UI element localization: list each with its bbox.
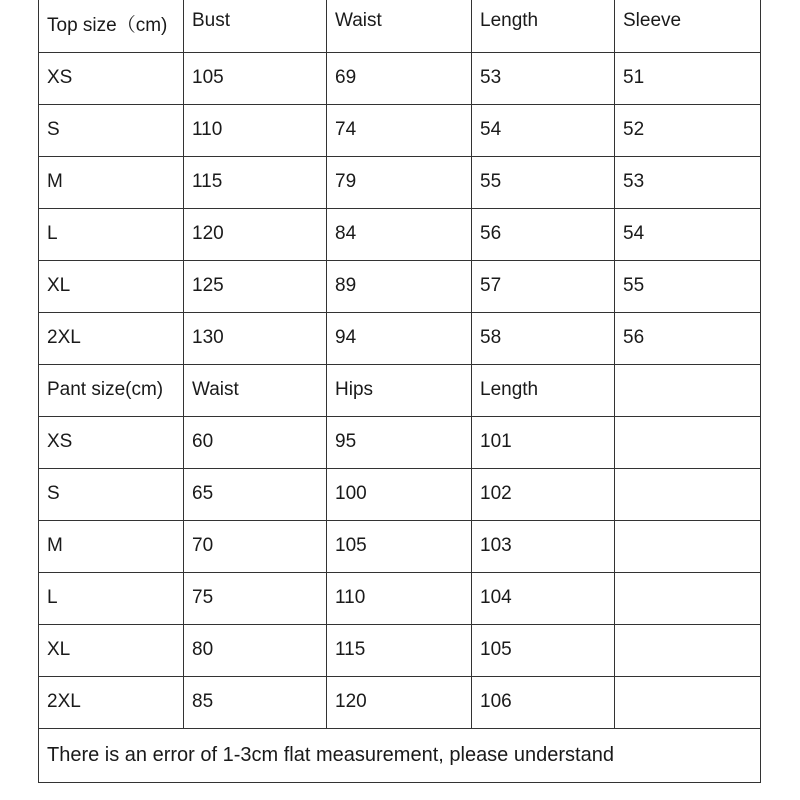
table-cell: 65 xyxy=(184,468,327,520)
table-cell: 100 xyxy=(327,468,472,520)
table-cell: 120 xyxy=(327,676,472,728)
table-row xyxy=(39,572,761,624)
top-size-header-cell: Sleeve xyxy=(615,0,761,52)
pant-size-header-cell: Hips xyxy=(327,364,472,416)
table-row xyxy=(39,416,761,468)
table-cell: 54 xyxy=(472,104,615,156)
table-cell: 110 xyxy=(327,572,472,624)
table-cell: 53 xyxy=(615,156,761,208)
table-cell xyxy=(615,468,761,520)
table-cell: 95 xyxy=(327,416,472,468)
table-cell: 60 xyxy=(184,416,327,468)
table-cell: 85 xyxy=(184,676,327,728)
table-cell: 106 xyxy=(472,676,615,728)
table-cell: 57 xyxy=(472,260,615,312)
table-cell: 125 xyxy=(184,260,327,312)
table-row xyxy=(39,468,761,520)
table-cell: 120 xyxy=(184,208,327,260)
table-cell xyxy=(615,416,761,468)
table-cell xyxy=(615,572,761,624)
table-cell: 56 xyxy=(472,208,615,260)
table-cell: 70 xyxy=(184,520,327,572)
table-cell: 102 xyxy=(472,468,615,520)
table-cell: 115 xyxy=(184,156,327,208)
pant-size-header-cell: Pant size(cm) xyxy=(39,364,184,416)
table-cell: XL xyxy=(39,260,184,312)
table-cell: 104 xyxy=(472,572,615,624)
table-cell: 56 xyxy=(615,312,761,364)
table-cell xyxy=(615,676,761,728)
table-cell: 80 xyxy=(184,624,327,676)
measurement-note: There is an error of 1-3cm flat measurement, please understand xyxy=(39,728,761,782)
table-cell: 84 xyxy=(327,208,472,260)
table-cell: XS xyxy=(39,52,184,104)
table-cell: S xyxy=(39,104,184,156)
table-cell: 115 xyxy=(327,624,472,676)
table-cell xyxy=(615,624,761,676)
table-cell: 105 xyxy=(327,520,472,572)
table-row xyxy=(39,104,761,156)
top-size-header-cell: Length xyxy=(472,0,615,52)
pant-size-header-cell: Waist xyxy=(184,364,327,416)
table-row xyxy=(39,312,761,364)
table-cell: 105 xyxy=(472,624,615,676)
table-row xyxy=(39,156,761,208)
table-cell: 103 xyxy=(472,520,615,572)
top-size-header-row xyxy=(39,0,761,52)
table-cell: 105 xyxy=(184,52,327,104)
table-cell xyxy=(615,520,761,572)
top-size-header-cell: Bust xyxy=(184,0,327,52)
table-cell: 55 xyxy=(472,156,615,208)
table-cell: 79 xyxy=(327,156,472,208)
table-cell: S xyxy=(39,468,184,520)
table-row xyxy=(39,624,761,676)
table-cell: 54 xyxy=(615,208,761,260)
table-row xyxy=(39,676,761,728)
table-row xyxy=(39,520,761,572)
table-cell: 75 xyxy=(184,572,327,624)
table-cell: 55 xyxy=(615,260,761,312)
size-chart-table xyxy=(38,0,761,783)
table-cell: L xyxy=(39,572,184,624)
table-cell: 69 xyxy=(327,52,472,104)
table-row xyxy=(39,52,761,104)
table-cell: M xyxy=(39,520,184,572)
table-cell: 2XL xyxy=(39,312,184,364)
table-cell: 101 xyxy=(472,416,615,468)
table-cell: 53 xyxy=(472,52,615,104)
pant-size-header-cell: Length xyxy=(472,364,615,416)
table-cell: 58 xyxy=(472,312,615,364)
table-cell: XL xyxy=(39,624,184,676)
table-row xyxy=(39,260,761,312)
pant-size-header-row xyxy=(39,364,761,416)
top-size-header-cell: Top size（cm) xyxy=(39,0,184,52)
table-cell: 130 xyxy=(184,312,327,364)
table-cell: 2XL xyxy=(39,676,184,728)
note-row xyxy=(39,728,761,782)
pant-size-header-cell xyxy=(615,364,761,416)
table-cell: 74 xyxy=(327,104,472,156)
table-cell: 94 xyxy=(327,312,472,364)
table-cell: M xyxy=(39,156,184,208)
table-cell: 110 xyxy=(184,104,327,156)
top-size-header-cell: Waist xyxy=(327,0,472,52)
table-cell: 51 xyxy=(615,52,761,104)
table-cell: 89 xyxy=(327,260,472,312)
table-cell: L xyxy=(39,208,184,260)
table-cell: 52 xyxy=(615,104,761,156)
table-row xyxy=(39,208,761,260)
table-cell: XS xyxy=(39,416,184,468)
